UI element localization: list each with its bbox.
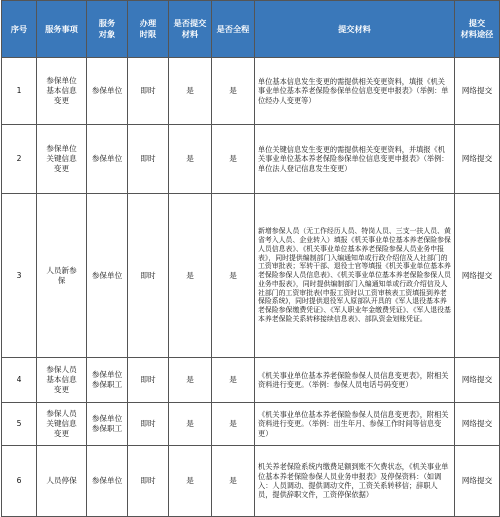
- cell-full-process: 是: [212, 403, 255, 446]
- table-row: [2, 194, 500, 358]
- cell-target: 参保单位 参保职工: [87, 358, 128, 403]
- cell-item: 参保人员 关键信息 变更: [37, 403, 87, 446]
- cell-time-limit: 即时: [128, 358, 169, 403]
- cell-item: 人员新参 保: [37, 194, 87, 358]
- cell-time-limit: 即时: [128, 194, 169, 358]
- cell-full-process: 是: [212, 194, 255, 358]
- cell-full-process: 是: [212, 58, 255, 125]
- cell-item: 人员停保: [37, 446, 87, 517]
- cell-target: 参保单位: [87, 446, 128, 517]
- cell-channel: 网络提交: [455, 403, 500, 446]
- cell-submit: 是: [169, 446, 212, 517]
- cell-target: 参保单位 参保职工: [87, 403, 128, 446]
- table-row: [2, 125, 500, 194]
- cell-channel: 网络提交: [455, 58, 500, 125]
- cell-submit: 是: [169, 358, 212, 403]
- cell-materials: 单位关键信息发生变更的需提供相关变更资料，并填报《机关事业单位基本养老保险参保单位信息变更申报表》（举例：单位法人登记信息发生变更）: [255, 125, 455, 194]
- cell-materials: 《机关事业单位基本养老保险参保人员信息变更表》，附相关资料进行变更。（举例：出生年月、参保工作时间等信息变更）: [255, 403, 455, 446]
- header-full-process: 是否全程: [212, 1, 255, 58]
- cell-channel: 网络提交: [455, 194, 500, 358]
- cell-item: 参保单位 基本信息 变更: [37, 58, 87, 125]
- cell-time-limit: 即时: [128, 58, 169, 125]
- cell-seq: 3: [2, 194, 37, 358]
- cell-channel: 网络提交: [455, 446, 500, 517]
- cell-time-limit: 即时: [128, 125, 169, 194]
- cell-materials: 单位基本信息发生变更的需提供相关变更资料，填报《机关事业单位基本养老保险参保单位信息变更申报表》（举例：单位经办人变更等）: [255, 58, 455, 125]
- table-row: [2, 403, 500, 446]
- cell-submit: 是: [169, 125, 212, 194]
- cell-channel: 网络提交: [455, 125, 500, 194]
- table-row: [2, 58, 500, 125]
- cell-item: 参保单位 关键信息 变更: [37, 125, 87, 194]
- cell-seq: 5: [2, 403, 37, 446]
- cell-seq: 2: [2, 125, 37, 194]
- cell-submit: 是: [169, 403, 212, 446]
- cell-target: 参保单位: [87, 58, 128, 125]
- header-row: [2, 1, 500, 58]
- cell-full-process: 是: [212, 358, 255, 403]
- cell-target: 参保单位: [87, 125, 128, 194]
- header-materials: 提交材料: [255, 1, 455, 58]
- cell-item: 参保人员 基本信息 变更: [37, 358, 87, 403]
- header-seq: 序号: [2, 1, 37, 58]
- cell-submit: 是: [169, 194, 212, 358]
- cell-materials: 新增参保人员（无工作经历人员、特岗人员、三支一扶人员、黄省考入人员、企业转入）填报《机关事业单位基本养老保险参保人员信息表》、《机关事业单位基本养老保险参保人员业务申报表》，同时提供编制部门入编通知单或行政介绍信及人社部门的工资审批表；军转干部、退役士官等填报《机关事业单位基本养老保险参保人员信息表》、《机关事业单位基本养老保险参保人员业务申报表》，同时提供编制部门入编通知单或行政介绍信及人社部门的工资审批表(申报工资时以工资审核表工资填报到养老保险系统)，同时提供退役军人原部队开具的《军人退役基本养老保险参保缴费凭证》、《军人职业年金缴费凭证》、《军人退役基本养老保险关系转移接续信息表》、部队资金划账凭证。: [255, 194, 455, 358]
- cell-time-limit: 即时: [128, 403, 169, 446]
- cell-submit: 是: [169, 58, 212, 125]
- header-target: 服务 对象: [87, 1, 128, 58]
- cell-full-process: 是: [212, 125, 255, 194]
- cell-channel: 网络提交: [455, 358, 500, 403]
- header-item: 服务事项: [37, 1, 87, 58]
- cell-target: 参保单位: [87, 194, 128, 358]
- header-submit: 是否提交 材料: [169, 1, 212, 58]
- header-channel: 提交 材料途径: [455, 1, 500, 58]
- table-row: [2, 446, 500, 517]
- table-row: [2, 358, 500, 403]
- service-table: [1, 0, 500, 517]
- cell-seq: 6: [2, 446, 37, 517]
- cell-seq: 4: [2, 358, 37, 403]
- cell-seq: 1: [2, 58, 37, 125]
- cell-materials: 机关养老保险系统内缴费足额到账不欠费状态，《机关事业单位基本养老保险参保人员业务申报表》及停保资料：（如调入：人员调动、提供调动文件，工资关系转移信；辞职人员，提供辞职文件，工资停保依据）: [255, 446, 455, 517]
- header-time-limit: 办理 时限: [128, 1, 169, 58]
- cell-materials: 《机关事业单位基本养老保险参保人员信息变更表》，附相关资料进行变更。（举例：参保人员电话号码变更）: [255, 358, 455, 403]
- cell-time-limit: 即时: [128, 446, 169, 517]
- cell-full-process: 是: [212, 446, 255, 517]
